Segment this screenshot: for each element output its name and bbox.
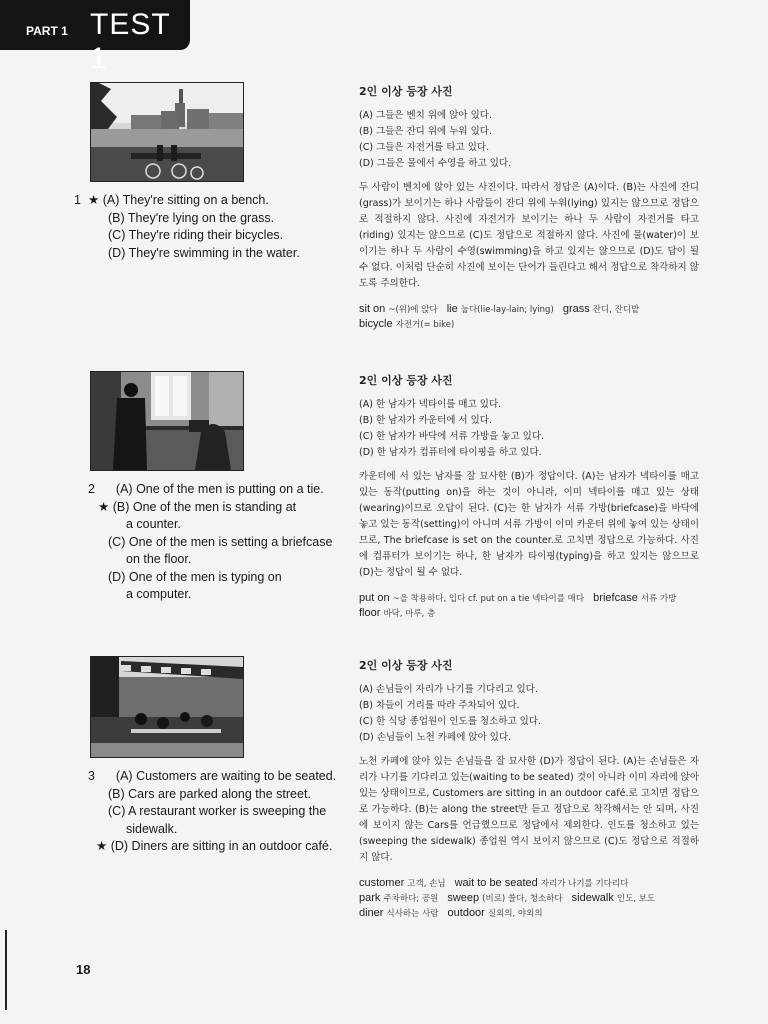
option-c: (C) A restaurant worker is sweeping the <box>108 804 327 818</box>
page-number: 18 <box>76 962 91 977</box>
translation-c: (C) 한 식당 종업원이 인도를 청소하고 있다. <box>359 716 542 727</box>
option-d: ★ (D) Diners are sitting in an outdoor café. <box>96 839 333 853</box>
option-c: (C) They're riding their bicycles. <box>108 228 284 242</box>
star-icon: ★ <box>88 193 100 207</box>
option-b-cont: a counter. <box>126 517 181 531</box>
option-d: (D) One of the men is typing on <box>108 569 282 584</box>
translation-b: (B) 그들은 잔디 위에 누워 있다. <box>359 126 492 137</box>
option-a: 3 (A) Customers are waiting to be seated. <box>74 768 344 786</box>
margin-rule <box>5 930 7 1010</box>
explanation-text: 카운터에 서 있는 남자를 잘 묘사한 (B)가 정답이다. (A)는 남자가 넥타이를 매고 있는 동작(putting on)을 하는 것이 아니라, 이미 넥타이를 매고 있는 상태(wearing)이므로 오답이 된다. (C)는 한 남자가 서류 가방(briefcase)을 바닥에 놓고 있는 동작(setting)이 아니며 서류 가방이 이미 카운터 위에 놓여 있는 상태이므로, The briefcase is set on the counter.로 고치면 정답으로 가능하다. 사진에 컴퓨터가 보이기는 하나, 한 남자가 타이핑(typing)을 하고 있지는 않으므로 (D)는 정답이 될 수 없다. <box>359 471 699 578</box>
translation-c: (C) 한 남자가 바닥에 서류 가방을 놓고 있다. <box>359 431 545 442</box>
option-c: (C) One of the men is setting a briefcase <box>108 534 333 549</box>
star-icon: ★ <box>98 499 110 514</box>
translation-d: (D) 그들은 물에서 수영을 하고 있다. <box>359 158 512 169</box>
question-2-explanation <box>359 373 699 621</box>
translation-a: (A) 손님들이 자리가 나기를 기다리고 있다. <box>359 684 538 695</box>
part-label: PART 1 <box>26 24 68 38</box>
star-icon: ★ <box>96 839 108 853</box>
vocabulary: customer 고객, 손님 wait to be seated 자리가 나기를 기다리다 park 주차하다; 공원 sweep (비로) 쓸다, 청소하다 sidewalk 인도, 보도 diner 식사하는 사람 outdoor 실외의, 야외의 <box>359 877 656 919</box>
question-2-options <box>74 481 344 604</box>
question-1-options <box>74 192 344 262</box>
option-d-cont: a computer. <box>126 587 192 601</box>
option-a: 1 ★ (A) They're sitting on a bench. <box>74 192 344 210</box>
section-title: 2인 이상 등장 사진 <box>359 374 453 387</box>
test-title: TEST 1 <box>90 8 171 75</box>
translation-b: (B) 한 남자가 카운터에 서 있다. <box>359 415 492 426</box>
translation-a: (A) 한 남자가 넥타이를 매고 있다. <box>359 399 502 410</box>
option-b: (B) They're lying on the grass. <box>108 210 275 225</box>
question-1-explanation <box>359 84 699 332</box>
option-b: ★ (B) One of the men is standing at <box>98 499 297 514</box>
vocabulary: sit on ~(위)에 앉다 lie 눕다(lie-lay-lain; lying) grass 잔디, 잔디밭 bicycle 자전거(= bike) <box>359 303 640 330</box>
vocabulary: put on ~을 착용하다, 입다 cf. put on a tie 넥타이를 매다 briefcase 서류 가방 floor 바닥, 마루, 층 <box>359 592 677 619</box>
explanation-text: 노천 카페에 앉아 있는 손님들을 잘 묘사한 (D)가 정답이 된다. (A)는 손님들은 자리가 나기를 기다리고 있는(waiting to be seated) 것이 아니라 이미 자리에 앉아 있는 상태이므로, Customers are sitting in an outdoor café.로 고치면 정답으로 가능하다. (B)는 along the street만 듣고 정답으로 착각해서는 안 되며, 사진에 보이지 않는 Cars를 언급했으므로 정답에서 제외한다. 인도를 청소하고 있는(sweeping the sidewalk) 종업원 역시 보이지 않으므로 (C)도 정답으로 적절하지 않다. <box>359 756 699 863</box>
question-1-photo <box>90 82 244 182</box>
option-c-cont: on the floor. <box>126 552 192 566</box>
option-b: (B) Cars are parked along the street. <box>108 786 311 801</box>
translation-a: (A) 그들은 벤치 위에 앉아 있다. <box>359 110 492 121</box>
part-header <box>0 0 190 75</box>
section-title: 2인 이상 등장 사진 <box>359 659 453 672</box>
question-3-explanation <box>359 658 699 921</box>
question-number: 1 <box>74 193 81 207</box>
translation-d: (D) 손님들이 노천 카페에 앉아 있다. <box>359 732 512 743</box>
question-3-options <box>74 768 344 856</box>
option-d: (D) They're swimming in the water. <box>108 245 300 260</box>
question-number: 3 <box>88 769 95 783</box>
translation-d: (D) 한 남자가 컴퓨터에 타이핑을 하고 있다. <box>359 447 542 458</box>
explanation-text: 두 사람이 벤치에 앉아 있는 사진이다. 따라서 정답은 (A)이다. (B)는 사진에 잔디(grass)가 보이기는 하나 사람들이 잔디 위에 누워(lying) 있지는 않으므로 정답으로 적절하지 않다. 사진에 자전거가 보이기는 하나 두 사람이 자전거를 타고(riding) 있지는 않으므로 (C)도 정답으로 적절하지 않다. 사진에 물(water)이 보이기는 하나 두 사람이 수영(swimming)을 하고 있지는 않으므로 (D)도 답이 될 수 없다. 이처럼 단순히 사진에 보이는 단어가 들린다고 해서 정답으로 착각하지 않도록 주의한다. <box>359 182 699 289</box>
option-c-cont: sidewalk. <box>126 821 178 836</box>
section-title: 2인 이상 등장 사진 <box>359 85 453 98</box>
option-a: 2 (A) One of the men is putting on a tie. <box>74 481 344 499</box>
question-number: 2 <box>88 482 95 496</box>
translation-c: (C) 그들은 자전거를 타고 있다. <box>359 142 490 153</box>
question-3-photo <box>90 656 244 758</box>
translation-b: (B) 차들이 거리를 따라 주차되어 있다. <box>359 700 520 711</box>
question-2-photo <box>90 371 244 471</box>
